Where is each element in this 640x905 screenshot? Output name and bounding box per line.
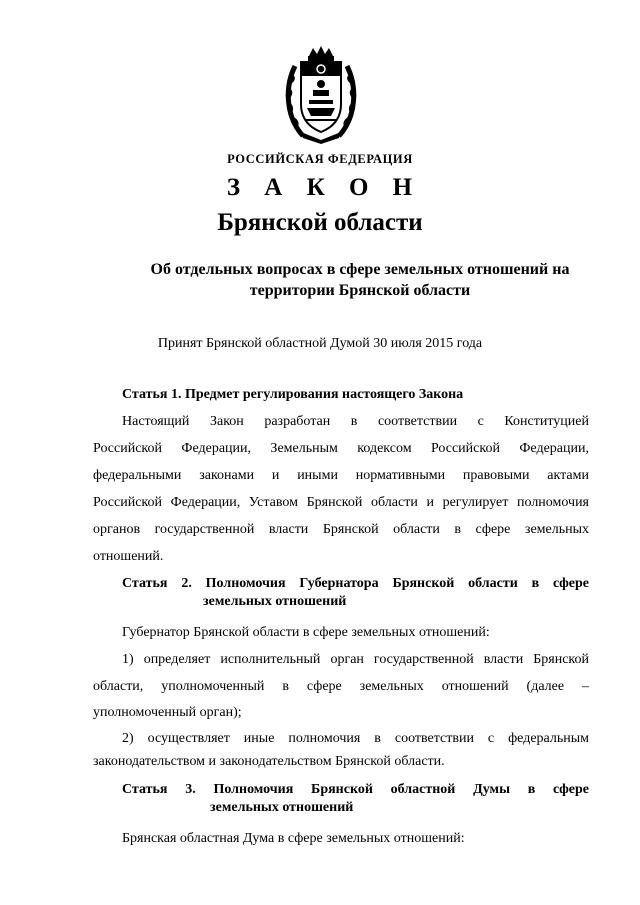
article-1-line: органов государственной власти Брянской области в сфере земельных [93, 522, 589, 537]
law-title-line-1: Об отдельных вопросах в сфере земельных отношений на [150, 261, 570, 278]
coat-of-arms-icon [283, 46, 359, 144]
article-2-item-line: 1) определяет исполнительный орган государственной власти Брянской [122, 652, 589, 667]
document-type: З А К О Н [226, 174, 422, 201]
article-2-item-line: уполномоченный орган); [93, 705, 242, 720]
article-1-line: Российской Федерации, Земельным кодексом Российской Федерации, [93, 441, 589, 456]
adoption-note: Принят Брянской областной Думой 30 июля 2015 года [157, 336, 483, 351]
article-2-item-line: 2) осуществляет иные полномочия в соответствии с федеральным [122, 731, 589, 746]
article-2-item-line: законодательством и законодательством Брянской области. [93, 754, 445, 769]
article-1-line: Российской Федерации, Уставом Брянской области и регулирует полномочия [93, 495, 589, 510]
country-name: РОССИЙСКАЯ ФЕДЕРАЦИЯ [227, 152, 413, 166]
law-title-line-2: территории Брянской области [249, 282, 471, 299]
article-1-line: Настоящий Закон разработан в соответствии с Конституцией [122, 414, 589, 429]
article-3-heading-cont: земельных отношений [210, 800, 354, 815]
article-3-intro: Брянская областная Дума в сфере земельных отношений: [122, 831, 465, 846]
article-1-line: отношений. [93, 549, 164, 564]
article-2-heading: Статья 2. Полномочия Губернатора Брянской области в сфере [122, 576, 589, 591]
article-2-item-line: области, уполномоченный в сфере земельных отношений (далее – [93, 679, 589, 694]
article-1-line: федеральными законами и иными нормативными правовыми актами [93, 468, 589, 483]
article-3-heading: Статья 3. Полномочия Брянской областной Думы в сфере [122, 782, 589, 797]
region-name: Брянской области [217, 209, 423, 236]
article-1-heading: Статья 1. Предмет регулирования настоящего Закона [122, 387, 464, 402]
article-2-intro: Губернатор Брянской области в сфере земельных отношений: [122, 625, 490, 640]
article-2-heading-cont: земельных отношений [203, 594, 347, 609]
